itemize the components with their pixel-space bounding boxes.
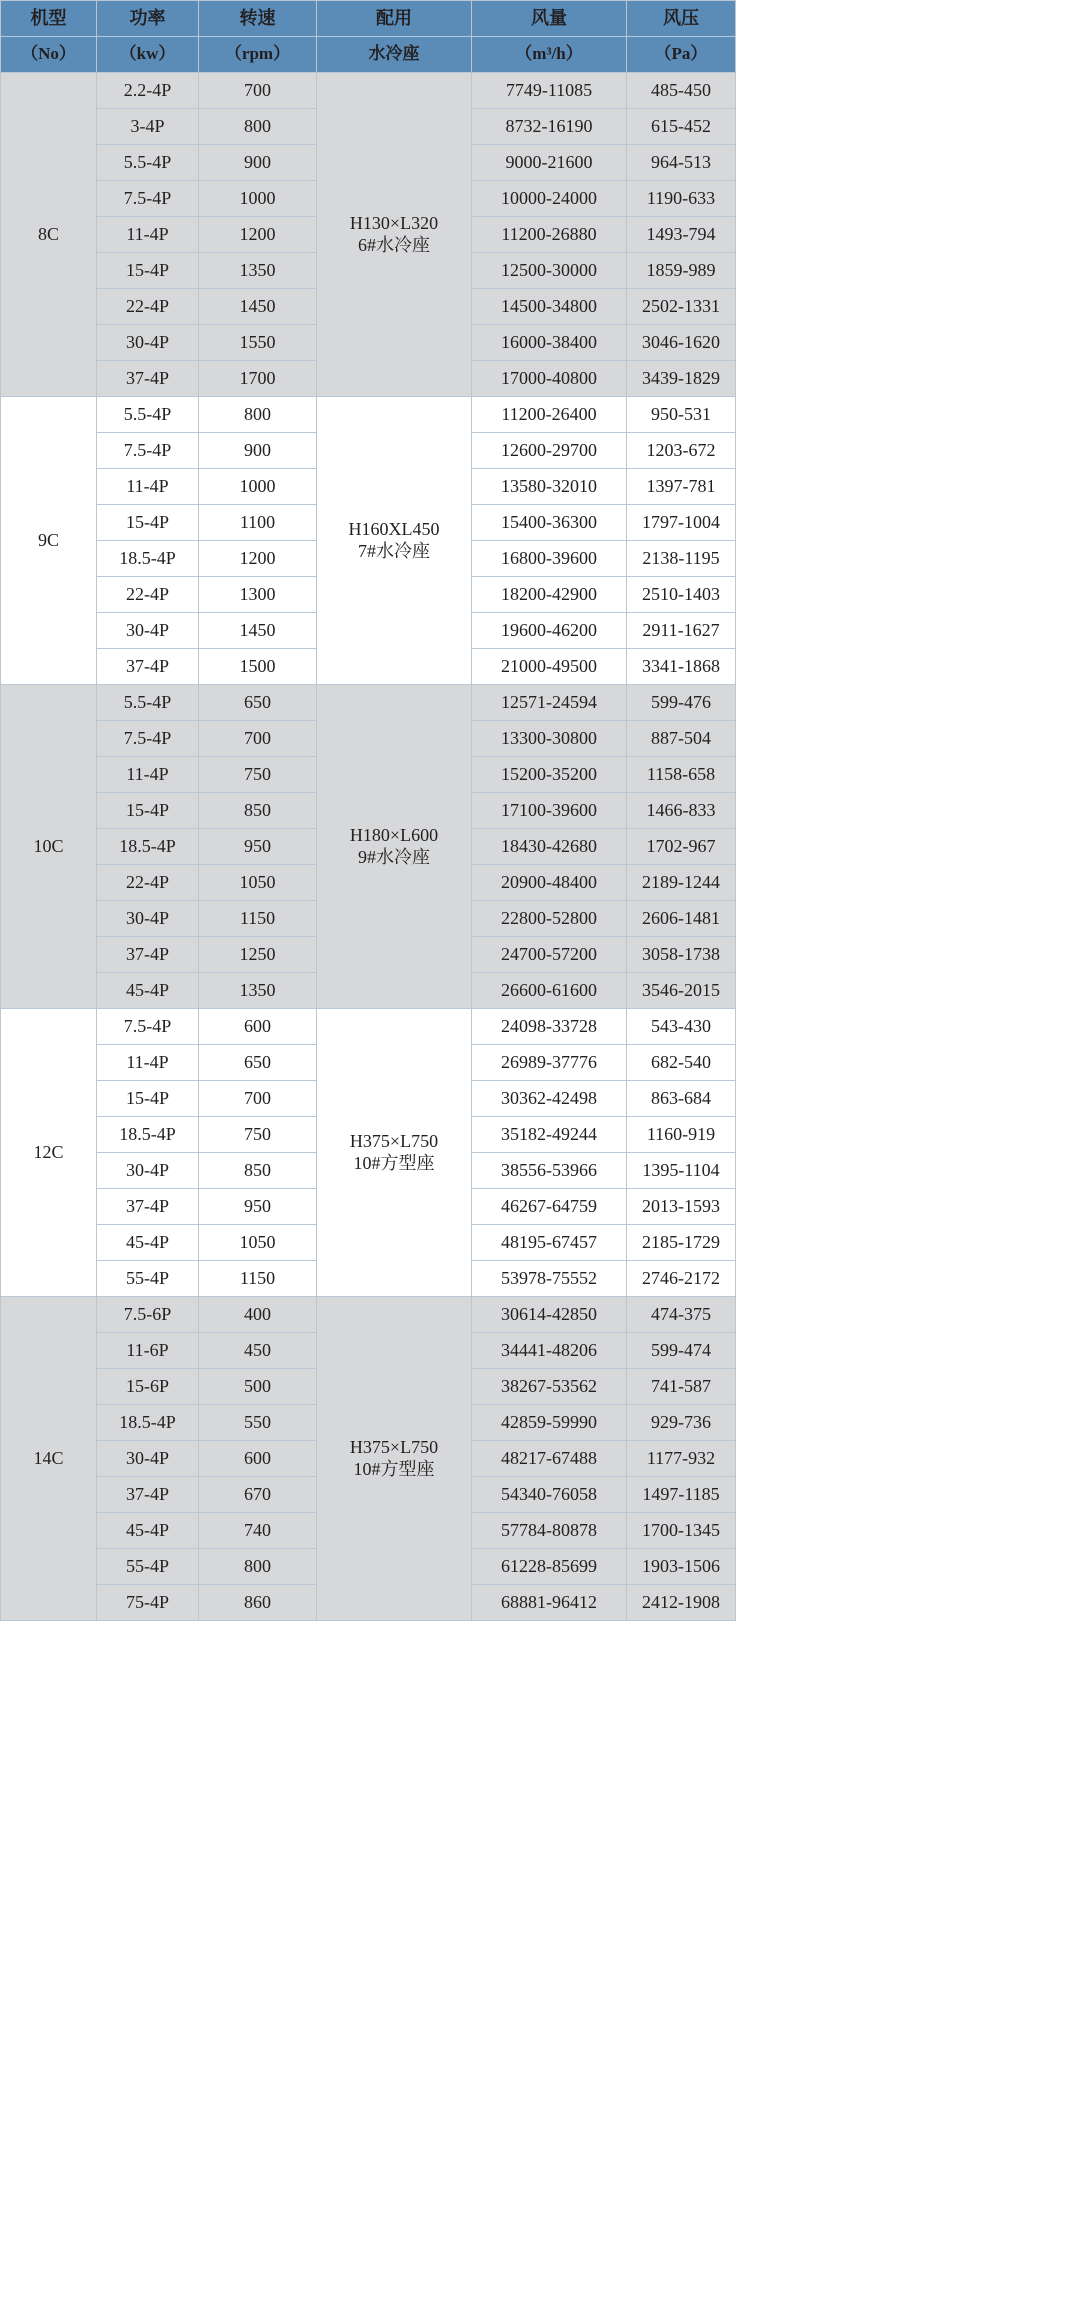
cell-speed: 850 [199,1153,317,1189]
cell-power: 7.5-4P [97,1009,199,1045]
cell-speed: 1450 [199,613,317,649]
cell-speed: 900 [199,433,317,469]
cell-pressure: 1466-833 [627,793,736,829]
cell-airflow: 11200-26400 [472,397,627,433]
cell-config [317,397,472,685]
cell-pressure: 1203-672 [627,433,736,469]
cell-model: 14C [1,1297,97,1621]
cell-power: 11-4P [97,469,199,505]
config-line-2: 6#水冷座 [358,234,430,255]
cell-speed: 1150 [199,1261,317,1297]
cell-speed: 1250 [199,937,317,973]
cell-airflow: 17100-39600 [472,793,627,829]
cell-pressure: 3058-1738 [627,937,736,973]
cell-power: 7.5-6P [97,1297,199,1333]
cell-speed: 1500 [199,649,317,685]
header-power-unit: （kw） [97,37,199,73]
cell-speed: 860 [199,1585,317,1621]
cell-power: 45-4P [97,973,199,1009]
config-line-1: H130×L320 [349,212,439,233]
cell-power: 37-4P [97,1477,199,1513]
config-line-1: H375×L750 [349,1436,439,1457]
header-airflow: 风量 [472,1,627,37]
cell-pressure: 615-452 [627,109,736,145]
cell-config [317,73,472,397]
header-power: 功率 [97,1,199,37]
cell-pressure: 2013-1593 [627,1189,736,1225]
cell-pressure: 1397-781 [627,469,736,505]
cell-speed: 1200 [199,541,317,577]
cell-airflow: 24098-33728 [472,1009,627,1045]
cell-speed: 1150 [199,901,317,937]
cell-power: 5.5-4P [97,397,199,433]
cell-airflow: 15200-35200 [472,757,627,793]
cell-pressure: 682-540 [627,1045,736,1081]
config-line-2: 7#水冷座 [358,540,430,561]
cell-airflow: 18430-42680 [472,829,627,865]
cell-power: 7.5-4P [97,181,199,217]
header-speed-unit: （rpm） [199,37,317,73]
cell-speed: 950 [199,829,317,865]
cell-pressure: 1702-967 [627,829,736,865]
cell-speed: 700 [199,1081,317,1117]
cell-pressure: 599-474 [627,1333,736,1369]
cell-power: 18.5-4P [97,541,199,577]
cell-speed: 1000 [199,181,317,217]
cell-power: 11-6P [97,1333,199,1369]
config-line-1: H375×L750 [349,1130,439,1151]
cell-power: 37-4P [97,361,199,397]
cell-speed: 1200 [199,217,317,253]
cell-speed: 450 [199,1333,317,1369]
cell-model: 10C [1,685,97,1009]
cell-speed: 1350 [199,253,317,289]
cell-model: 8C [1,73,97,397]
cell-model: 9C [1,397,97,685]
cell-power: 30-4P [97,1153,199,1189]
header-pressure: 风压 [627,1,736,37]
cell-power: 37-4P [97,649,199,685]
cell-speed: 700 [199,73,317,109]
cell-airflow: 48195-67457 [472,1225,627,1261]
cell-speed: 1300 [199,577,317,613]
cell-model: 12C [1,1009,97,1297]
cell-config [317,1297,472,1621]
cell-power: 30-4P [97,613,199,649]
cell-pressure: 3439-1829 [627,361,736,397]
cell-pressure: 964-513 [627,145,736,181]
cell-power: 18.5-4P [97,1405,199,1441]
cell-speed: 950 [199,1189,317,1225]
table-row [1,1297,736,1333]
cell-power: 30-4P [97,901,199,937]
cell-pressure: 599-476 [627,685,736,721]
cell-power: 30-4P [97,325,199,361]
cell-power: 18.5-4P [97,1117,199,1153]
cell-pressure: 1797-1004 [627,505,736,541]
cell-airflow: 35182-49244 [472,1117,627,1153]
table-header [1,1,736,73]
cell-airflow: 8732-16190 [472,109,627,145]
cell-speed: 750 [199,757,317,793]
cell-pressure: 3046-1620 [627,325,736,361]
cell-power: 45-4P [97,1225,199,1261]
cell-power: 5.5-4P [97,145,199,181]
header-config-unit: 水冷座 [317,37,472,73]
cell-power: 22-4P [97,865,199,901]
cell-airflow: 18200-42900 [472,577,627,613]
cell-speed: 800 [199,1549,317,1585]
cell-airflow: 20900-48400 [472,865,627,901]
cell-speed: 500 [199,1369,317,1405]
header-model: 机型 [1,1,97,37]
cell-power: 15-4P [97,793,199,829]
cell-config [317,1009,472,1297]
cell-pressure: 2185-1729 [627,1225,736,1261]
cell-speed: 400 [199,1297,317,1333]
cell-power: 2.2-4P [97,73,199,109]
cell-pressure: 887-504 [627,721,736,757]
cell-power: 15-4P [97,253,199,289]
cell-airflow: 10000-24000 [472,181,627,217]
cell-pressure: 485-450 [627,73,736,109]
cell-pressure: 1190-633 [627,181,736,217]
cell-config [317,685,472,1009]
cell-pressure: 929-736 [627,1405,736,1441]
cell-airflow: 30614-42850 [472,1297,627,1333]
cell-speed: 900 [199,145,317,181]
cell-power: 5.5-4P [97,685,199,721]
cell-power: 45-4P [97,1513,199,1549]
cell-airflow: 16800-39600 [472,541,627,577]
cell-airflow: 68881-96412 [472,1585,627,1621]
cell-airflow: 12571-24594 [472,685,627,721]
cell-power: 55-4P [97,1549,199,1585]
cell-pressure: 1497-1185 [627,1477,736,1513]
cell-pressure: 2138-1195 [627,541,736,577]
cell-airflow: 57784-80878 [472,1513,627,1549]
cell-power: 37-4P [97,1189,199,1225]
cell-airflow: 30362-42498 [472,1081,627,1117]
cell-airflow: 24700-57200 [472,937,627,973]
cell-pressure: 1177-932 [627,1441,736,1477]
cell-power: 75-4P [97,1585,199,1621]
cell-pressure: 2412-1908 [627,1585,736,1621]
cell-pressure: 2911-1627 [627,613,736,649]
cell-speed: 850 [199,793,317,829]
cell-airflow: 22800-52800 [472,901,627,937]
cell-pressure: 1493-794 [627,217,736,253]
cell-speed: 600 [199,1009,317,1045]
cell-airflow: 53978-75552 [472,1261,627,1297]
table-row [1,397,736,433]
cell-airflow: 48217-67488 [472,1441,627,1477]
header-config: 配用 [317,1,472,37]
cell-speed: 650 [199,1045,317,1081]
cell-pressure: 2746-2172 [627,1261,736,1297]
cell-pressure: 950-531 [627,397,736,433]
cell-airflow: 17000-40800 [472,361,627,397]
cell-pressure: 1859-989 [627,253,736,289]
cell-power: 15-6P [97,1369,199,1405]
cell-pressure: 2510-1403 [627,577,736,613]
cell-speed: 1050 [199,1225,317,1261]
cell-power: 37-4P [97,937,199,973]
cell-power: 15-4P [97,1081,199,1117]
cell-power: 55-4P [97,1261,199,1297]
cell-power: 15-4P [97,505,199,541]
cell-speed: 700 [199,721,317,757]
cell-power: 22-4P [97,289,199,325]
cell-airflow: 7749-11085 [472,73,627,109]
cell-speed: 1350 [199,973,317,1009]
fan-specification-table [0,0,736,1621]
cell-pressure: 1158-658 [627,757,736,793]
header-model-unit: （No） [1,37,97,73]
cell-pressure: 2502-1331 [627,289,736,325]
cell-airflow: 46267-64759 [472,1189,627,1225]
cell-airflow: 9000-21600 [472,145,627,181]
cell-power: 11-4P [97,1045,199,1081]
cell-power: 18.5-4P [97,829,199,865]
header-speed: 转速 [199,1,317,37]
cell-power: 22-4P [97,577,199,613]
cell-airflow: 34441-48206 [472,1333,627,1369]
cell-pressure: 543-430 [627,1009,736,1045]
cell-speed: 1050 [199,865,317,901]
cell-speed: 740 [199,1513,317,1549]
config-line-2: 9#水冷座 [358,846,430,867]
cell-airflow: 11200-26880 [472,217,627,253]
cell-speed: 750 [199,1117,317,1153]
cell-airflow: 38267-53562 [472,1369,627,1405]
header-row-units [1,37,736,73]
config-line-2: 10#方型座 [353,1458,435,1479]
cell-power: 30-4P [97,1441,199,1477]
cell-speed: 1450 [199,289,317,325]
cell-pressure: 1903-1506 [627,1549,736,1585]
cell-speed: 800 [199,397,317,433]
header-airflow-unit: （m³/h） [472,37,627,73]
cell-pressure: 1395-1104 [627,1153,736,1189]
cell-power: 11-4P [97,217,199,253]
cell-airflow: 12600-29700 [472,433,627,469]
cell-pressure: 3546-2015 [627,973,736,1009]
cell-speed: 600 [199,1441,317,1477]
cell-speed: 650 [199,685,317,721]
cell-pressure: 1160-919 [627,1117,736,1153]
cell-speed: 1550 [199,325,317,361]
cell-pressure: 3341-1868 [627,649,736,685]
table-row [1,1009,736,1045]
cell-power: 3-4P [97,109,199,145]
cell-airflow: 13580-32010 [472,469,627,505]
cell-airflow: 15400-36300 [472,505,627,541]
cell-speed: 670 [199,1477,317,1513]
table-body [1,73,736,1621]
cell-airflow: 14500-34800 [472,289,627,325]
config-line-1: H160XL450 [348,518,440,539]
cell-airflow: 54340-76058 [472,1477,627,1513]
cell-power: 7.5-4P [97,433,199,469]
cell-airflow: 12500-30000 [472,253,627,289]
config-line-2: 10#方型座 [353,1152,435,1173]
cell-power: 11-4P [97,757,199,793]
config-line-1: H180×L600 [349,824,439,845]
cell-speed: 1700 [199,361,317,397]
table-row [1,685,736,721]
header-row-names [1,1,736,37]
cell-speed: 1100 [199,505,317,541]
cell-airflow: 61228-85699 [472,1549,627,1585]
cell-airflow: 26989-37776 [472,1045,627,1081]
cell-power: 7.5-4P [97,721,199,757]
cell-airflow: 13300-30800 [472,721,627,757]
cell-airflow: 38556-53966 [472,1153,627,1189]
header-pressure-unit: （Pa） [627,37,736,73]
cell-pressure: 2189-1244 [627,865,736,901]
cell-airflow: 21000-49500 [472,649,627,685]
cell-speed: 800 [199,109,317,145]
table-row [1,73,736,109]
cell-airflow: 26600-61600 [472,973,627,1009]
cell-airflow: 42859-59990 [472,1405,627,1441]
cell-airflow: 19600-46200 [472,613,627,649]
cell-pressure: 474-375 [627,1297,736,1333]
cell-speed: 550 [199,1405,317,1441]
cell-pressure: 741-587 [627,1369,736,1405]
cell-pressure: 1700-1345 [627,1513,736,1549]
cell-speed: 1000 [199,469,317,505]
cell-pressure: 863-684 [627,1081,736,1117]
cell-airflow: 16000-38400 [472,325,627,361]
cell-pressure: 2606-1481 [627,901,736,937]
